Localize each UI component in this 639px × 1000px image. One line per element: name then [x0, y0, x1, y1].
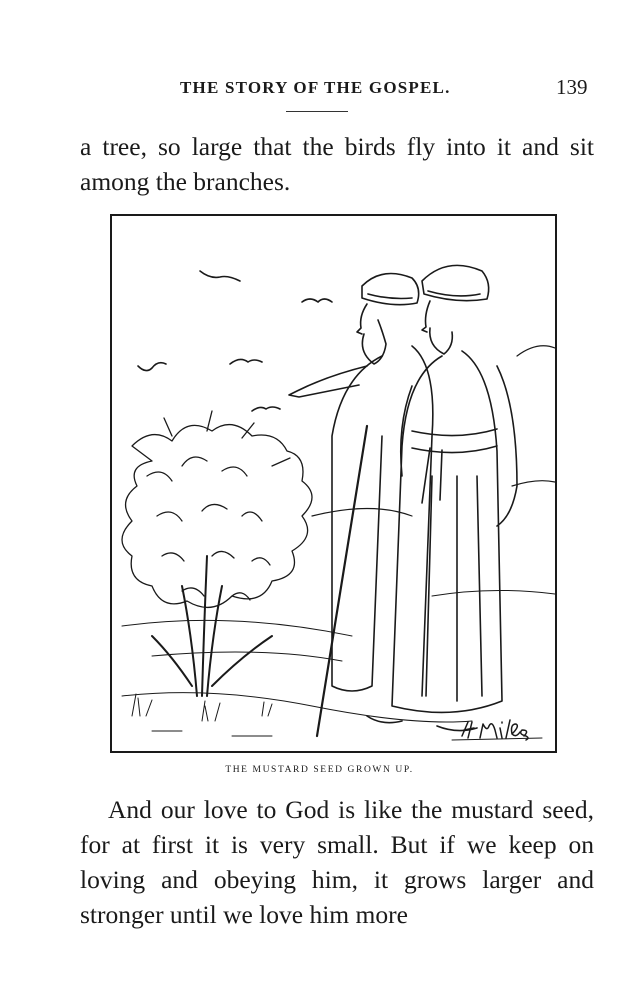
running-head: THE STORY OF THE GOSPEL. [180, 78, 451, 97]
artist-signature [452, 720, 542, 740]
page-number: 139 [556, 75, 588, 99]
illustration-mustard-tree [110, 214, 557, 753]
header-rule [286, 111, 348, 112]
illustration-drawing [112, 216, 555, 751]
figure-caption: THE MUSTARD SEED GROWN UP. [225, 765, 414, 775]
body-paragraph-1: a tree, so large that the birds fly into it and sit among the branches. [80, 132, 594, 196]
body-paragraph-2: And our love to God is like the mustard seed, for at first it is very small. But if we keep on loving and obeying him, it grows larger and stronger until we love him more [80, 795, 594, 929]
